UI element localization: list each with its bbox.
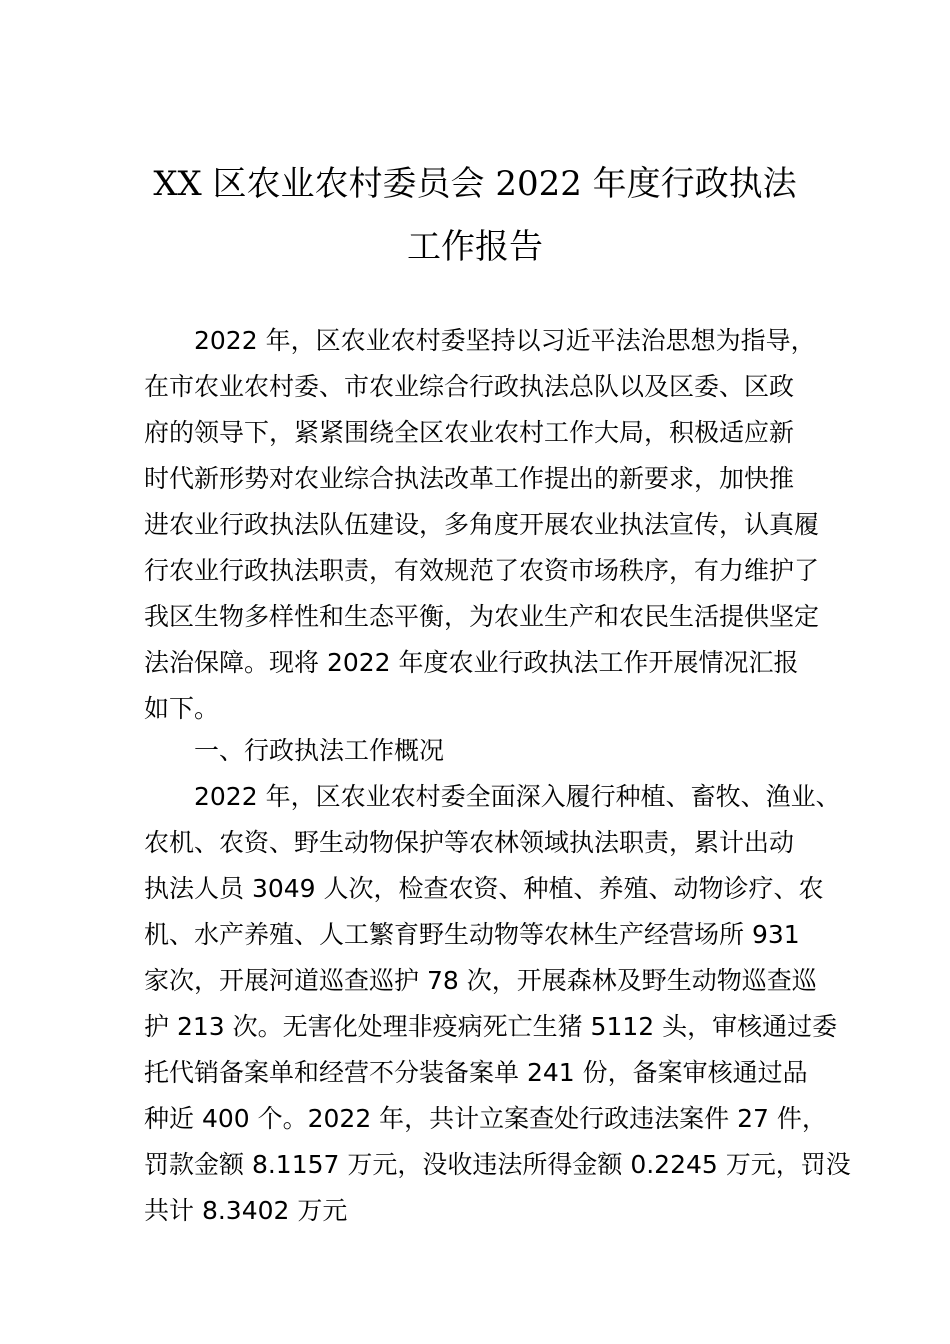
- section-heading: 一、行政执法工作概况: [194, 736, 445, 765]
- paragraph-line: 行农业行政执法职责，有效规范了农资市场秩序，有力维护了: [144, 556, 820, 585]
- paragraph-line: 2022 年，区农业农村委坚持以习近平法治思想为指导，: [194, 326, 816, 355]
- paragraph-line: 农机、农资、野生动物保护等农林领域执法职责，累计出动: [144, 828, 795, 857]
- paragraph-line: 进农业行政执法队伍建设，多角度开展农业执法宣传，认真履: [144, 510, 820, 539]
- document-title-line-2: 工作报告: [407, 227, 543, 267]
- paragraph-line: 府的领导下，紧紧围绕全区农业农村工作大局，积极适应新: [144, 418, 795, 447]
- paragraph-line: 我区生物多样性和生态平衡，为农业生产和农民生活提供坚定: [144, 602, 820, 631]
- paragraph-line: 执法人员 3049 人次，检查农资、种植、养殖、动物诊疗、农: [144, 874, 824, 903]
- paragraph-line: 罚款金额 8.1157 万元，没收违法所得金额 0.2245 万元，罚没: [144, 1150, 851, 1179]
- paragraph-line: 家次，开展河道巡查巡护 78 次，开展森林及野生动物巡查巡: [144, 966, 817, 995]
- paragraph-line: 种近 400 个。2022 年，共计立案查处行政违法案件 27 件，: [144, 1104, 827, 1133]
- paragraph-line: 托代销备案单和经营不分装备案单 241 份，备案审核通过品: [144, 1058, 808, 1087]
- document-title-line-1: XX 区农业农村委员会 2022 年度行政执法: [153, 164, 797, 204]
- paragraph-line: 时代新形势对农业综合执法改革工作提出的新要求，加快推: [144, 464, 795, 493]
- paragraph-line: 在市农业农村委、市农业综合行政执法总队以及区委、区政: [144, 372, 795, 401]
- paragraph-line: 护 213 次。无害化处理非疫病死亡生猪 5112 头，审核通过委: [144, 1012, 838, 1041]
- paragraph-line: 2022 年，区农业农村委全面深入履行种植、畜牧、渔业、: [194, 782, 841, 811]
- paragraph-line: 机、水产养殖、人工繁育野生动物等农林生产经营场所 931: [144, 920, 800, 949]
- paragraph-line: 法治保障。现将 2022 年度农业行政执法工作开展情况汇报: [144, 648, 799, 677]
- paragraph-line: 如下。: [144, 694, 220, 723]
- paragraph-line: 共计 8.3402 万元: [144, 1196, 348, 1225]
